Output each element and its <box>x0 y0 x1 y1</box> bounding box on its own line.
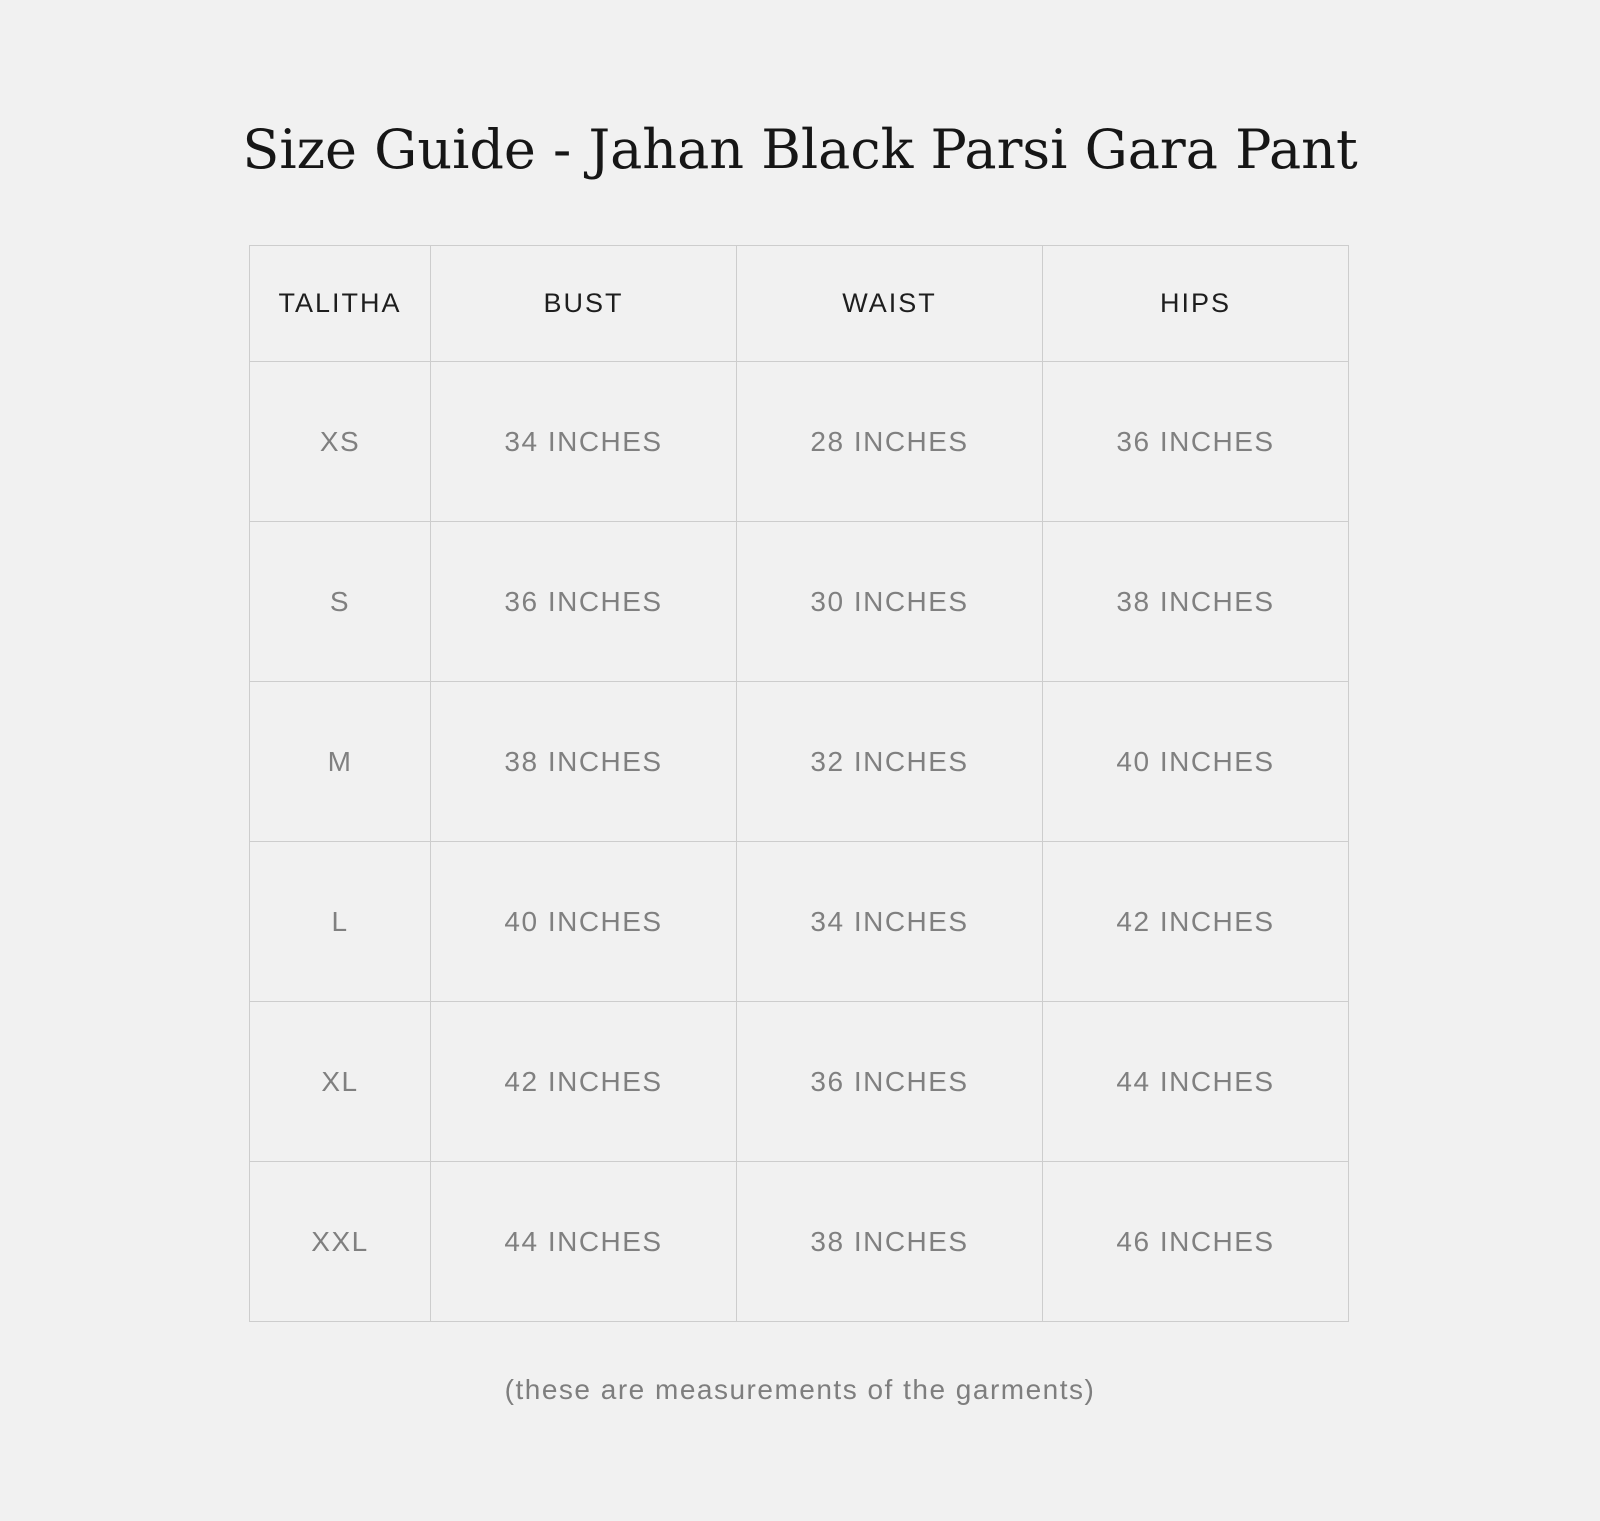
bust-cell: 42 INCHES <box>431 1002 737 1162</box>
header-waist: WAIST <box>737 246 1043 362</box>
waist-cell: 38 INCHES <box>737 1162 1043 1322</box>
hips-cell: 42 INCHES <box>1043 842 1349 1002</box>
table-header-row <box>250 246 1349 362</box>
bust-cell: 44 INCHES <box>431 1162 737 1322</box>
bust-cell: 38 INCHES <box>431 682 737 842</box>
hips-cell: 38 INCHES <box>1043 522 1349 682</box>
table-row <box>250 522 1349 682</box>
size-cell: XXL <box>250 1162 431 1322</box>
header-size-label: TALITHA <box>250 246 431 362</box>
header-hips: HIPS <box>1043 246 1349 362</box>
waist-cell: 32 INCHES <box>737 682 1043 842</box>
table-row <box>250 1002 1349 1162</box>
hips-cell: 36 INCHES <box>1043 362 1349 522</box>
hips-cell: 46 INCHES <box>1043 1162 1349 1322</box>
bust-cell: 40 INCHES <box>431 842 737 1002</box>
size-cell: XS <box>250 362 431 522</box>
header-bust: BUST <box>431 246 737 362</box>
size-cell: XL <box>250 1002 431 1162</box>
size-cell: M <box>250 682 431 842</box>
size-cell: S <box>250 522 431 682</box>
table-row <box>250 362 1349 522</box>
size-guide-table <box>249 245 1349 1322</box>
table-row <box>250 1162 1349 1322</box>
measurement-note: (these are measurements of the garments) <box>504 1374 1096 1405</box>
hips-cell: 44 INCHES <box>1043 1002 1349 1162</box>
waist-cell: 28 INCHES <box>737 362 1043 522</box>
waist-cell: 36 INCHES <box>737 1002 1043 1162</box>
table-row <box>250 842 1349 1002</box>
size-cell: L <box>250 842 431 1002</box>
bust-cell: 34 INCHES <box>431 362 737 522</box>
waist-cell: 30 INCHES <box>737 522 1043 682</box>
page-title: Size Guide - Jahan Black Parsi Gara Pant <box>242 118 1358 181</box>
hips-cell: 40 INCHES <box>1043 682 1349 842</box>
table-row <box>250 682 1349 842</box>
bust-cell: 36 INCHES <box>431 522 737 682</box>
waist-cell: 34 INCHES <box>737 842 1043 1002</box>
